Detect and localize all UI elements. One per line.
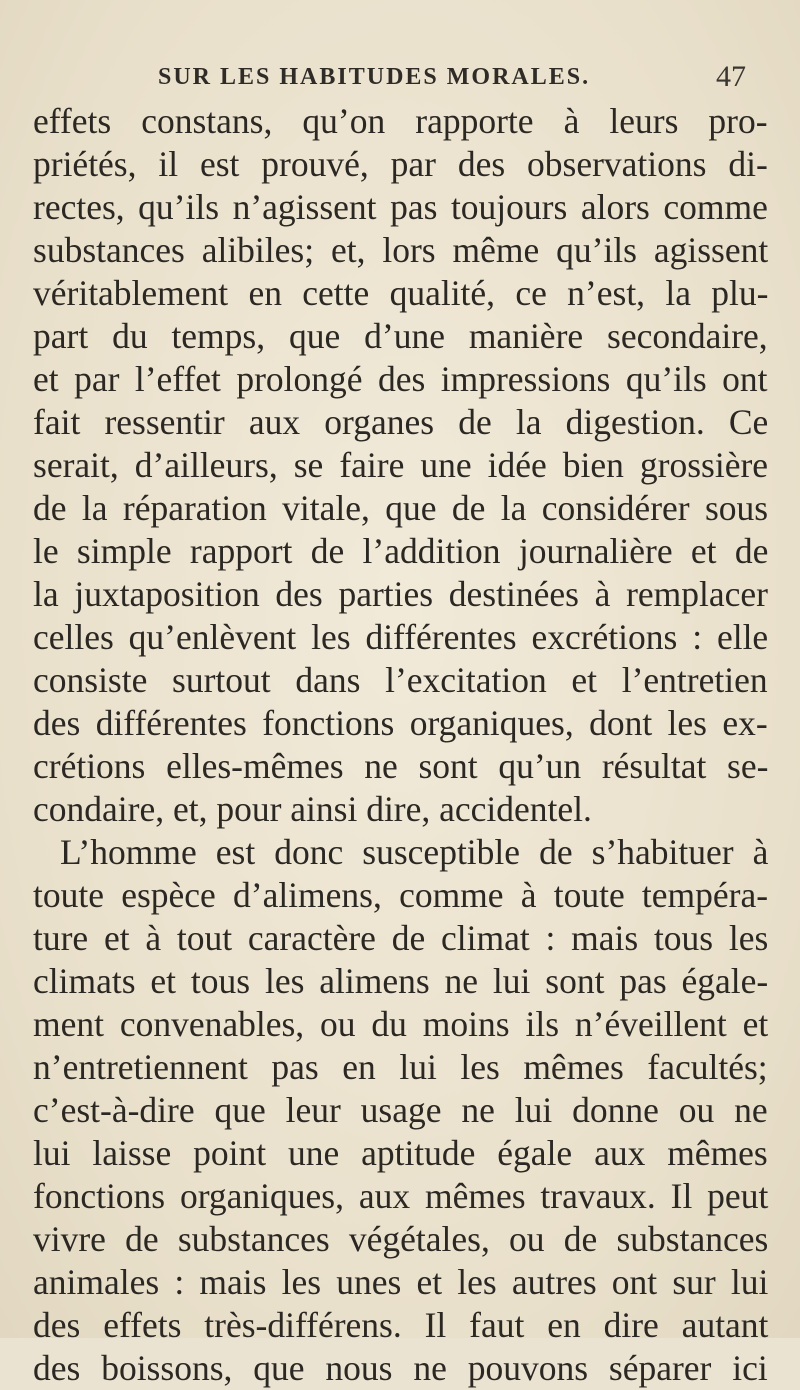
paragraph-first-line: L’homme est donc susceptible de s’habituer à [60,832,769,872]
text-line: et par l’effet prolongé des impressions qu’ils ont [33,359,768,399]
text-line: rectes, qu’ils n’agissent pas toujours alors comme [33,187,768,227]
text-line: ment convenables, ou du moins ils n’éveillent et [33,1004,769,1044]
text-line: le simple rapport de l’addition journalière et de [33,531,769,571]
running-header: SUR LES HABITUDES MORALES. [158,64,591,90]
text-line: ture et à tout caractère de climat : mais tous les [33,918,769,958]
text-line: substances alibiles; et, lors même qu’ils agissent [33,230,769,270]
text-line: des boissons, que nous ne pouvons séparer ici [33,1348,768,1388]
text-line: des différentes fonctions organiques, dont les ex- [33,703,768,743]
text-line: vivre de substances végétales, ou de substances [33,1219,769,1259]
text-line: la juxtaposition des parties destinées à remplacer [33,574,768,614]
text-line: lui laisse point une aptitude égale aux mêmes [33,1133,768,1173]
text-line: toute espèce d’alimens, comme à toute tempéra- [33,875,769,915]
text-line: n’entretiennent pas en lui les mêmes facultés; [33,1047,768,1087]
text-line: priétés, il est prouvé, par des observations di- [33,144,768,184]
text-line: consiste surtout dans l’excitation et l’entretien [33,660,768,700]
text-line: animales : mais les unes et les autres ont sur lui [33,1262,769,1302]
text-line: fonctions organiques, aux mêmes travaux. Il peut [33,1176,769,1216]
page-number: 47 [716,60,746,93]
text-line: c’est-à-dire que leur usage ne lui donne ou ne [33,1090,768,1130]
text-line: serait, d’ailleurs, se faire une idée bien grossière [33,445,769,485]
text-line: effets constans, qu’on rapporte à leurs pro- [33,101,768,141]
text-line: fait ressentir aux organes de la digestion. Ce [33,402,769,442]
text-line: condaire, et, pour ainsi dire, accidentel. [33,789,592,829]
text-line: celles qu’enlèvent les différentes excrétions : elle [33,617,769,657]
text-line: véritablement en cette qualité, ce n’est, la plu- [33,273,769,313]
text-line: de la réparation vitale, que de la considérer sous [33,488,769,528]
text-line: crétions elles-mêmes ne sont qu’un résultat se- [33,746,769,786]
text-line: part du temps, que d’une manière secondaire, [33,316,768,356]
text-line: des effets très-différens. Il faut en dire autant [33,1305,769,1345]
text-line: climats et tous les alimens ne lui sont pas égale- [33,961,769,1001]
